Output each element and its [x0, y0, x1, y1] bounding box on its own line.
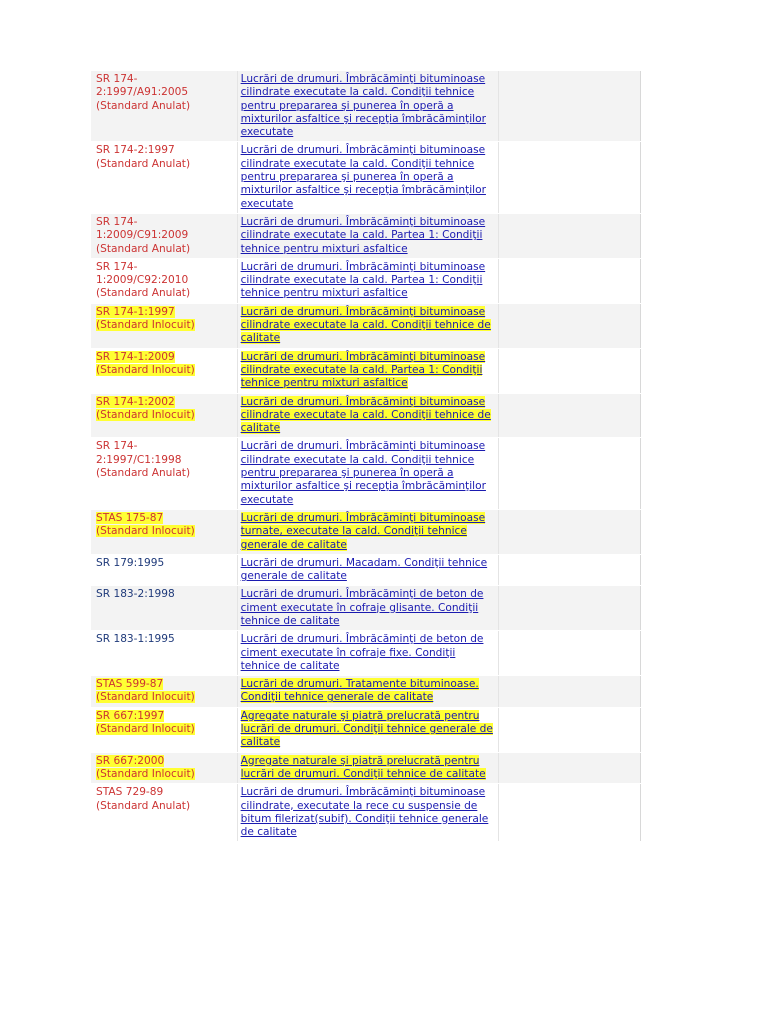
standard-status: (Standard Inlocuit): [96, 319, 195, 332]
standard-title-link[interactable]: Lucrări de drumuri. Macadam. Condiţii tehnice generale de calitate: [240, 556, 488, 583]
empty-cell: [499, 71, 641, 142]
table-row: [91, 676, 641, 708]
standard-code-cell: [91, 71, 237, 142]
standard-status: (Standard Anulat): [96, 242, 191, 255]
standard-title-cell: [237, 71, 499, 142]
standard-code-block: [96, 557, 164, 569]
standard-code-cell: [91, 586, 237, 631]
standard-status: (Standard Anulat): [96, 287, 191, 300]
table-row: [91, 554, 641, 586]
standard-title-link[interactable]: Lucrări de drumuri. Îmbrăcăminţi bituminoase cilindrate executate la cald. Condiţii tehnice pentru prepararea şi punerea în operă a mixturilor asfaltice şi recepţia îmbrăcăminţilor executate: [240, 440, 486, 506]
standard-status: (Standard Inlocuit): [96, 767, 195, 780]
table-row: [91, 348, 641, 393]
standard-code: STAS 729-89: [96, 786, 164, 799]
table-row: [91, 213, 641, 258]
table-row: [91, 303, 641, 348]
standard-code-cell: [91, 258, 237, 303]
standard-title-link[interactable]: Lucrări de drumuri. Îmbrăcăminţi bituminoase cilindrate executate la cald. Condiţii tehnice de calitate: [240, 305, 491, 345]
standard-title-cell: [237, 509, 499, 554]
standard-code-cell: [91, 213, 237, 258]
empty-cell: [499, 348, 641, 393]
standard-code-cell: [91, 438, 237, 509]
table-row: [91, 258, 641, 303]
standard-code-block: [96, 440, 190, 479]
standard-title-link[interactable]: Lucrări de drumuri. Îmbrăcăminţi bituminoase cilindrate, executate la rece cu suspensie de bitum filerizat(subif). Condiţii tehnice generale de calitate: [240, 786, 489, 839]
standard-status: (Standard Anulat): [96, 799, 191, 812]
table-row: [91, 509, 641, 554]
standard-code-block: [96, 678, 195, 703]
standard-status: (Standard Inlocuit): [96, 723, 195, 736]
standard-code-block: [96, 755, 195, 780]
standard-code: SR 183-2:1998: [96, 588, 175, 601]
empty-cell: [499, 509, 641, 554]
standard-code-cell: [91, 707, 237, 752]
standard-code-block: [96, 306, 195, 331]
standard-code-cell: [91, 554, 237, 586]
standard-code: SR 174-1:1997: [96, 305, 175, 318]
standard-title-cell: [237, 676, 499, 708]
standard-status: (Standard Anulat): [96, 99, 191, 112]
standard-code-cell: [91, 631, 237, 676]
empty-cell: [499, 393, 641, 438]
standard-title-cell: [237, 554, 499, 586]
standard-title-link[interactable]: Agregate naturale şi piatră prelucrată pentru lucrări de drumuri. Condiţii tehnice generale de calitate: [240, 709, 493, 749]
empty-cell: [499, 707, 641, 752]
standard-status: (Standard Inlocuit): [96, 691, 195, 704]
standard-code: SR 179:1995: [96, 556, 165, 569]
table-row: [91, 142, 641, 213]
empty-cell: [499, 784, 641, 842]
standard-title-link[interactable]: Agregate naturale şi piatră prelucrată pentru lucrări de drumuri. Condiţii tehnice de calitate: [240, 754, 486, 780]
standard-title-link[interactable]: Lucrări de drumuri. Îmbrăcăminţi bituminoase cilindrate executate la cald. Condiţii tehnice de calitate: [240, 395, 491, 435]
standard-title-link[interactable]: Lucrări de drumuri. Îmbrăcăminţi bituminoase cilindrate executate la cald. Partea 1: Condiţii tehnice pentru mixturi asfaltice: [240, 260, 486, 300]
standard-code-cell: [91, 393, 237, 438]
standard-code: SR 667:1997: [96, 709, 165, 722]
empty-cell: [499, 438, 641, 509]
standard-code: SR 174-1:2002: [96, 395, 175, 408]
standard-status: (Standard Inlocuit): [96, 408, 195, 421]
empty-cell: [499, 213, 641, 258]
empty-cell: [499, 554, 641, 586]
standard-code: SR 174- 2:1997/C1:1998: [96, 440, 182, 466]
table-row: [91, 631, 641, 676]
standard-code: STAS 175-87: [96, 511, 164, 524]
standard-title-link[interactable]: Lucrări de drumuri. Îmbrăcăminţi de beton de ciment executate în cofraje fixe. Condiţii tehnice de calitate: [240, 633, 484, 672]
standard-code: SR 174- 2:1997/A91:2005: [96, 73, 189, 99]
standard-status: (Standard Anulat): [96, 467, 191, 480]
standard-title-cell: [237, 631, 499, 676]
table-row: [91, 784, 641, 842]
empty-cell: [499, 676, 641, 708]
standard-title-cell: [237, 438, 499, 509]
empty-cell: [499, 586, 641, 631]
standard-code-block: [96, 396, 195, 421]
standard-code: SR 667:2000: [96, 754, 165, 767]
standard-code-block: [96, 144, 190, 169]
standard-title-cell: [237, 142, 499, 213]
standard-code-block: [96, 786, 190, 811]
standard-title-cell: [237, 213, 499, 258]
table-row: [91, 707, 641, 752]
standard-title-cell: [237, 393, 499, 438]
standard-code-block: [96, 216, 190, 255]
standard-code-block: [96, 73, 190, 112]
standard-status: (Standard Inlocuit): [96, 363, 195, 376]
standard-code-cell: [91, 303, 237, 348]
standard-code: SR 174- 1:2009/C92:2010: [96, 260, 189, 287]
standard-code-cell: [91, 509, 237, 554]
standard-code-block: [96, 633, 175, 645]
empty-cell: [499, 142, 641, 213]
standards-table-body: [91, 71, 641, 842]
standard-code-block: [96, 512, 195, 537]
standard-title-cell: [237, 752, 499, 784]
standard-title-link[interactable]: Lucrări de drumuri. Îmbrăcăminţi bituminoase turnate, executate la cald. Condiţii tehnice generale de calitate: [240, 511, 486, 551]
table-row: [91, 393, 641, 438]
standard-code-block: [96, 710, 195, 735]
standard-code: SR 174-1:2009: [96, 350, 175, 363]
standard-code-cell: [91, 752, 237, 784]
standard-title-link[interactable]: Lucrări de drumuri. Îmbrăcăminţi bituminoase cilindrate executate la cald. Condiţii tehnice pentru prepararea şi punerea în operă a mixturilor asfaltice şi recepţia îmbrăcăminţilor executate: [240, 73, 486, 139]
standard-title-link[interactable]: Lucrări de drumuri. Îmbrăcăminţi de beton de ciment executate în cofraje glisante. Condiţii tehnice de calitate: [240, 588, 484, 627]
table-row: [91, 752, 641, 784]
standard-code-cell: [91, 676, 237, 708]
standard-code: SR 183-1:1995: [96, 633, 175, 646]
standard-code-cell: [91, 142, 237, 213]
table-row: [91, 586, 641, 631]
standard-code: SR 174- 1:2009/C91:2009: [96, 215, 189, 242]
table-row: [91, 438, 641, 509]
empty-cell: [499, 258, 641, 303]
empty-cell: [499, 303, 641, 348]
table-row: [91, 71, 641, 142]
standard-title-cell: [237, 707, 499, 752]
standard-code-block: [96, 261, 190, 300]
standard-code-cell: [91, 348, 237, 393]
standard-code: STAS 599-87: [96, 678, 164, 691]
standard-status: (Standard Inlocuit): [96, 525, 195, 538]
standard-code-block: [96, 351, 195, 376]
standard-title-cell: [237, 586, 499, 631]
standard-title-cell: [237, 258, 499, 303]
standard-title-link[interactable]: Lucrări de drumuri. Îmbrăcăminţi bituminoase cilindrate executate la cald. Partea 1: Condiţii tehnice pentru mixturi asfaltice: [240, 350, 486, 390]
standard-title-link[interactable]: Lucrări de drumuri. Tratamente bituminoase. Condiţii tehnice generale de calitate: [240, 678, 479, 704]
standard-title-link[interactable]: Lucrări de drumuri. Îmbrăcăminţi bituminoase cilindrate executate la cald. Partea 1: Condiţii tehnice pentru mixturi asfaltice: [240, 215, 486, 255]
standard-title-cell: [237, 303, 499, 348]
standard-code-block: [96, 588, 175, 600]
standard-title-link[interactable]: Lucrări de drumuri. Îmbrăcăminţi bituminoase cilindrate executate la cald. Condiţii tehnice pentru prepararea şi punerea în operă a mixturilor asfaltice şi recepţia îmbrăcăminţilor executate: [240, 144, 486, 210]
standard-code-cell: [91, 784, 237, 842]
empty-cell: [499, 752, 641, 784]
standard-title-cell: [237, 784, 499, 842]
empty-cell: [499, 631, 641, 676]
standard-title-cell: [237, 348, 499, 393]
standard-status: (Standard Anulat): [96, 157, 191, 170]
standard-code: SR 174-2:1997: [96, 144, 175, 157]
standards-table: [91, 71, 641, 842]
